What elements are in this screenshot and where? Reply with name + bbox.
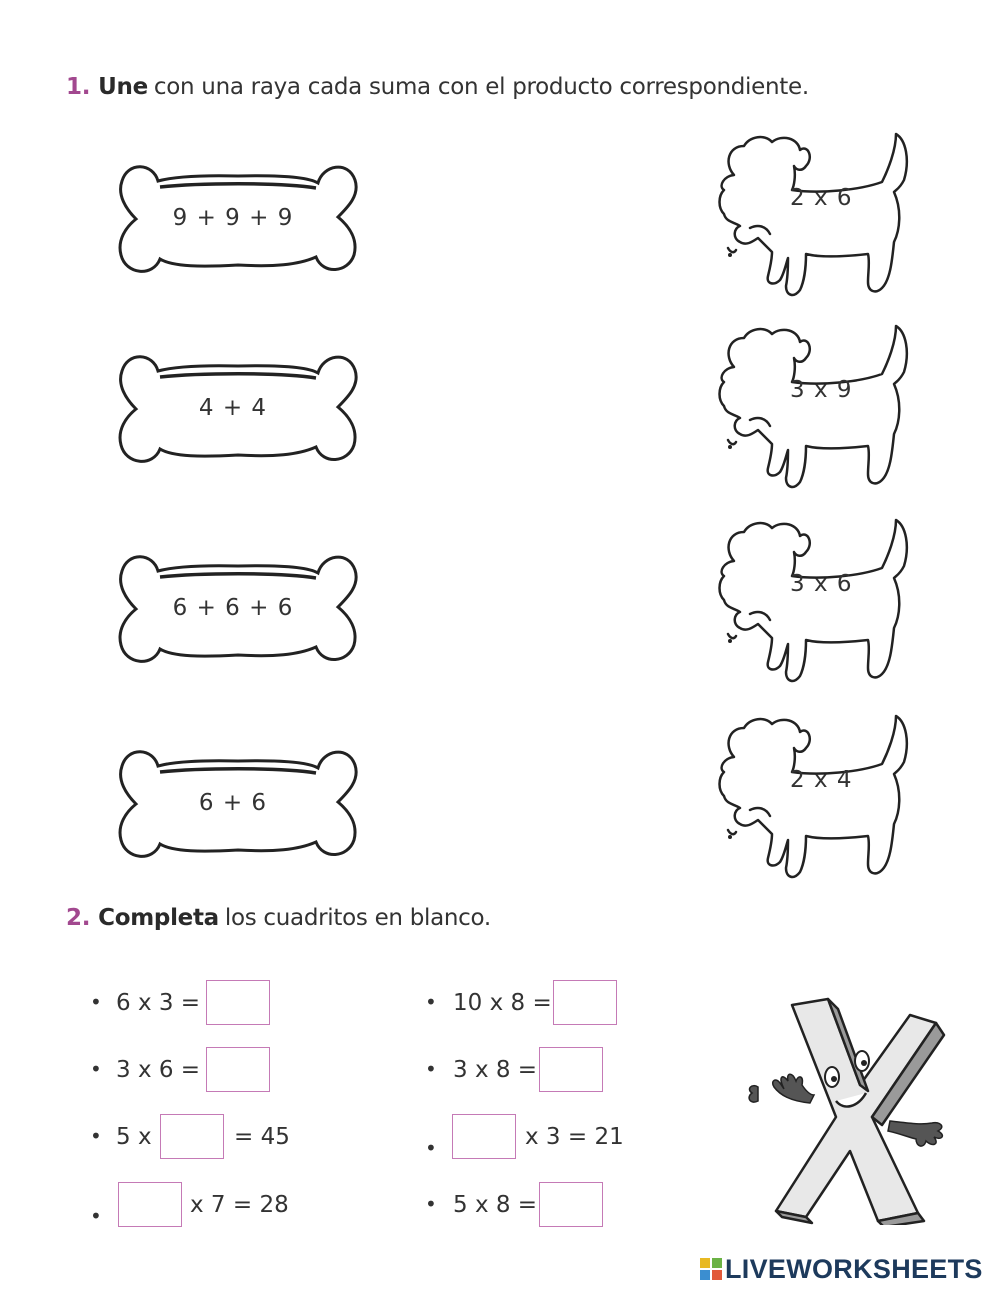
bone-label: 9 + 9 + 9 xyxy=(172,205,294,231)
x-mascot-illustration xyxy=(740,995,955,1229)
equation-text: 3 x 8 = xyxy=(453,1057,538,1083)
logo-square xyxy=(700,1258,710,1268)
logo-square xyxy=(700,1270,710,1280)
dog-icon xyxy=(710,712,920,887)
equation-text: 3 x 6 = xyxy=(116,1057,201,1083)
answer-box[interactable] xyxy=(118,1182,182,1227)
bone-card[interactable] xyxy=(118,345,358,475)
bullet: • xyxy=(90,1057,102,1081)
instruction-verb: Completa xyxy=(98,905,219,931)
answer-box[interactable] xyxy=(206,1047,270,1092)
equation-row xyxy=(425,1114,725,1162)
answer-box[interactable] xyxy=(160,1114,224,1159)
bullet: • xyxy=(90,990,102,1014)
equation-row xyxy=(425,980,725,1028)
bullet: • xyxy=(425,1057,437,1081)
equation-text: 6 x 3 = xyxy=(116,990,201,1016)
dog-icon xyxy=(710,516,920,691)
equation-row xyxy=(425,1182,725,1230)
answer-box[interactable] xyxy=(452,1114,516,1159)
equation-row xyxy=(90,980,390,1028)
dog-icon xyxy=(710,130,920,305)
logo-square xyxy=(712,1270,722,1280)
bone-label: 6 + 6 xyxy=(198,790,268,816)
instruction-text: los cuadritos en blanco. xyxy=(224,905,491,931)
bone-label: 6 + 6 + 6 xyxy=(172,595,294,621)
equation-row xyxy=(90,1182,390,1230)
dog-label: 3 x 9 xyxy=(790,377,853,403)
dog-card[interactable] xyxy=(710,516,920,691)
instruction-number: 1. xyxy=(66,74,91,100)
x-character-icon xyxy=(740,995,955,1225)
equation-row xyxy=(425,1047,725,1095)
instruction-1 xyxy=(66,74,809,100)
bone-card[interactable] xyxy=(118,545,358,675)
equation-text: x 3 = 21 xyxy=(525,1124,624,1150)
bullet: • xyxy=(90,1204,102,1228)
equation-row xyxy=(90,1114,390,1162)
bullet: • xyxy=(425,1192,437,1216)
instruction-text: con una raya cada suma con el producto correspondiente. xyxy=(153,74,809,100)
bone-card[interactable] xyxy=(118,155,358,285)
bone-card[interactable] xyxy=(118,740,358,870)
dog-card[interactable] xyxy=(710,712,920,887)
equation-text: x 7 = 28 xyxy=(190,1192,289,1218)
bullet: • xyxy=(90,1124,102,1148)
liveworksheets-logo xyxy=(700,1254,983,1284)
instruction-number: 2. xyxy=(66,905,91,931)
dog-icon xyxy=(710,322,920,497)
dog-label: 3 x 6 xyxy=(790,571,853,597)
answer-box[interactable] xyxy=(206,980,270,1025)
dog-card[interactable] xyxy=(710,322,920,497)
equation-text: 5 x xyxy=(116,1124,152,1150)
equation-row xyxy=(90,1047,390,1095)
bullet: • xyxy=(425,1136,437,1160)
dog-label: 2 x 4 xyxy=(790,767,853,793)
dog-card[interactable] xyxy=(710,130,920,305)
instruction-verb: Une xyxy=(98,74,148,100)
answer-box[interactable] xyxy=(539,1047,603,1092)
logo-text: LIVEWORKSHEETS xyxy=(725,1253,983,1284)
equation-text: 10 x 8 = xyxy=(453,990,552,1016)
logo-mark-icon xyxy=(700,1258,722,1280)
bone-label: 4 + 4 xyxy=(198,395,268,421)
instruction-2 xyxy=(66,905,491,931)
equation-text: 5 x 8 = xyxy=(453,1192,538,1218)
answer-box[interactable] xyxy=(553,980,617,1025)
equation-text: = 45 xyxy=(234,1124,290,1150)
logo-square xyxy=(712,1258,722,1268)
dog-label: 2 x 6 xyxy=(790,185,853,211)
bullet: • xyxy=(425,990,437,1014)
answer-box[interactable] xyxy=(539,1182,603,1227)
